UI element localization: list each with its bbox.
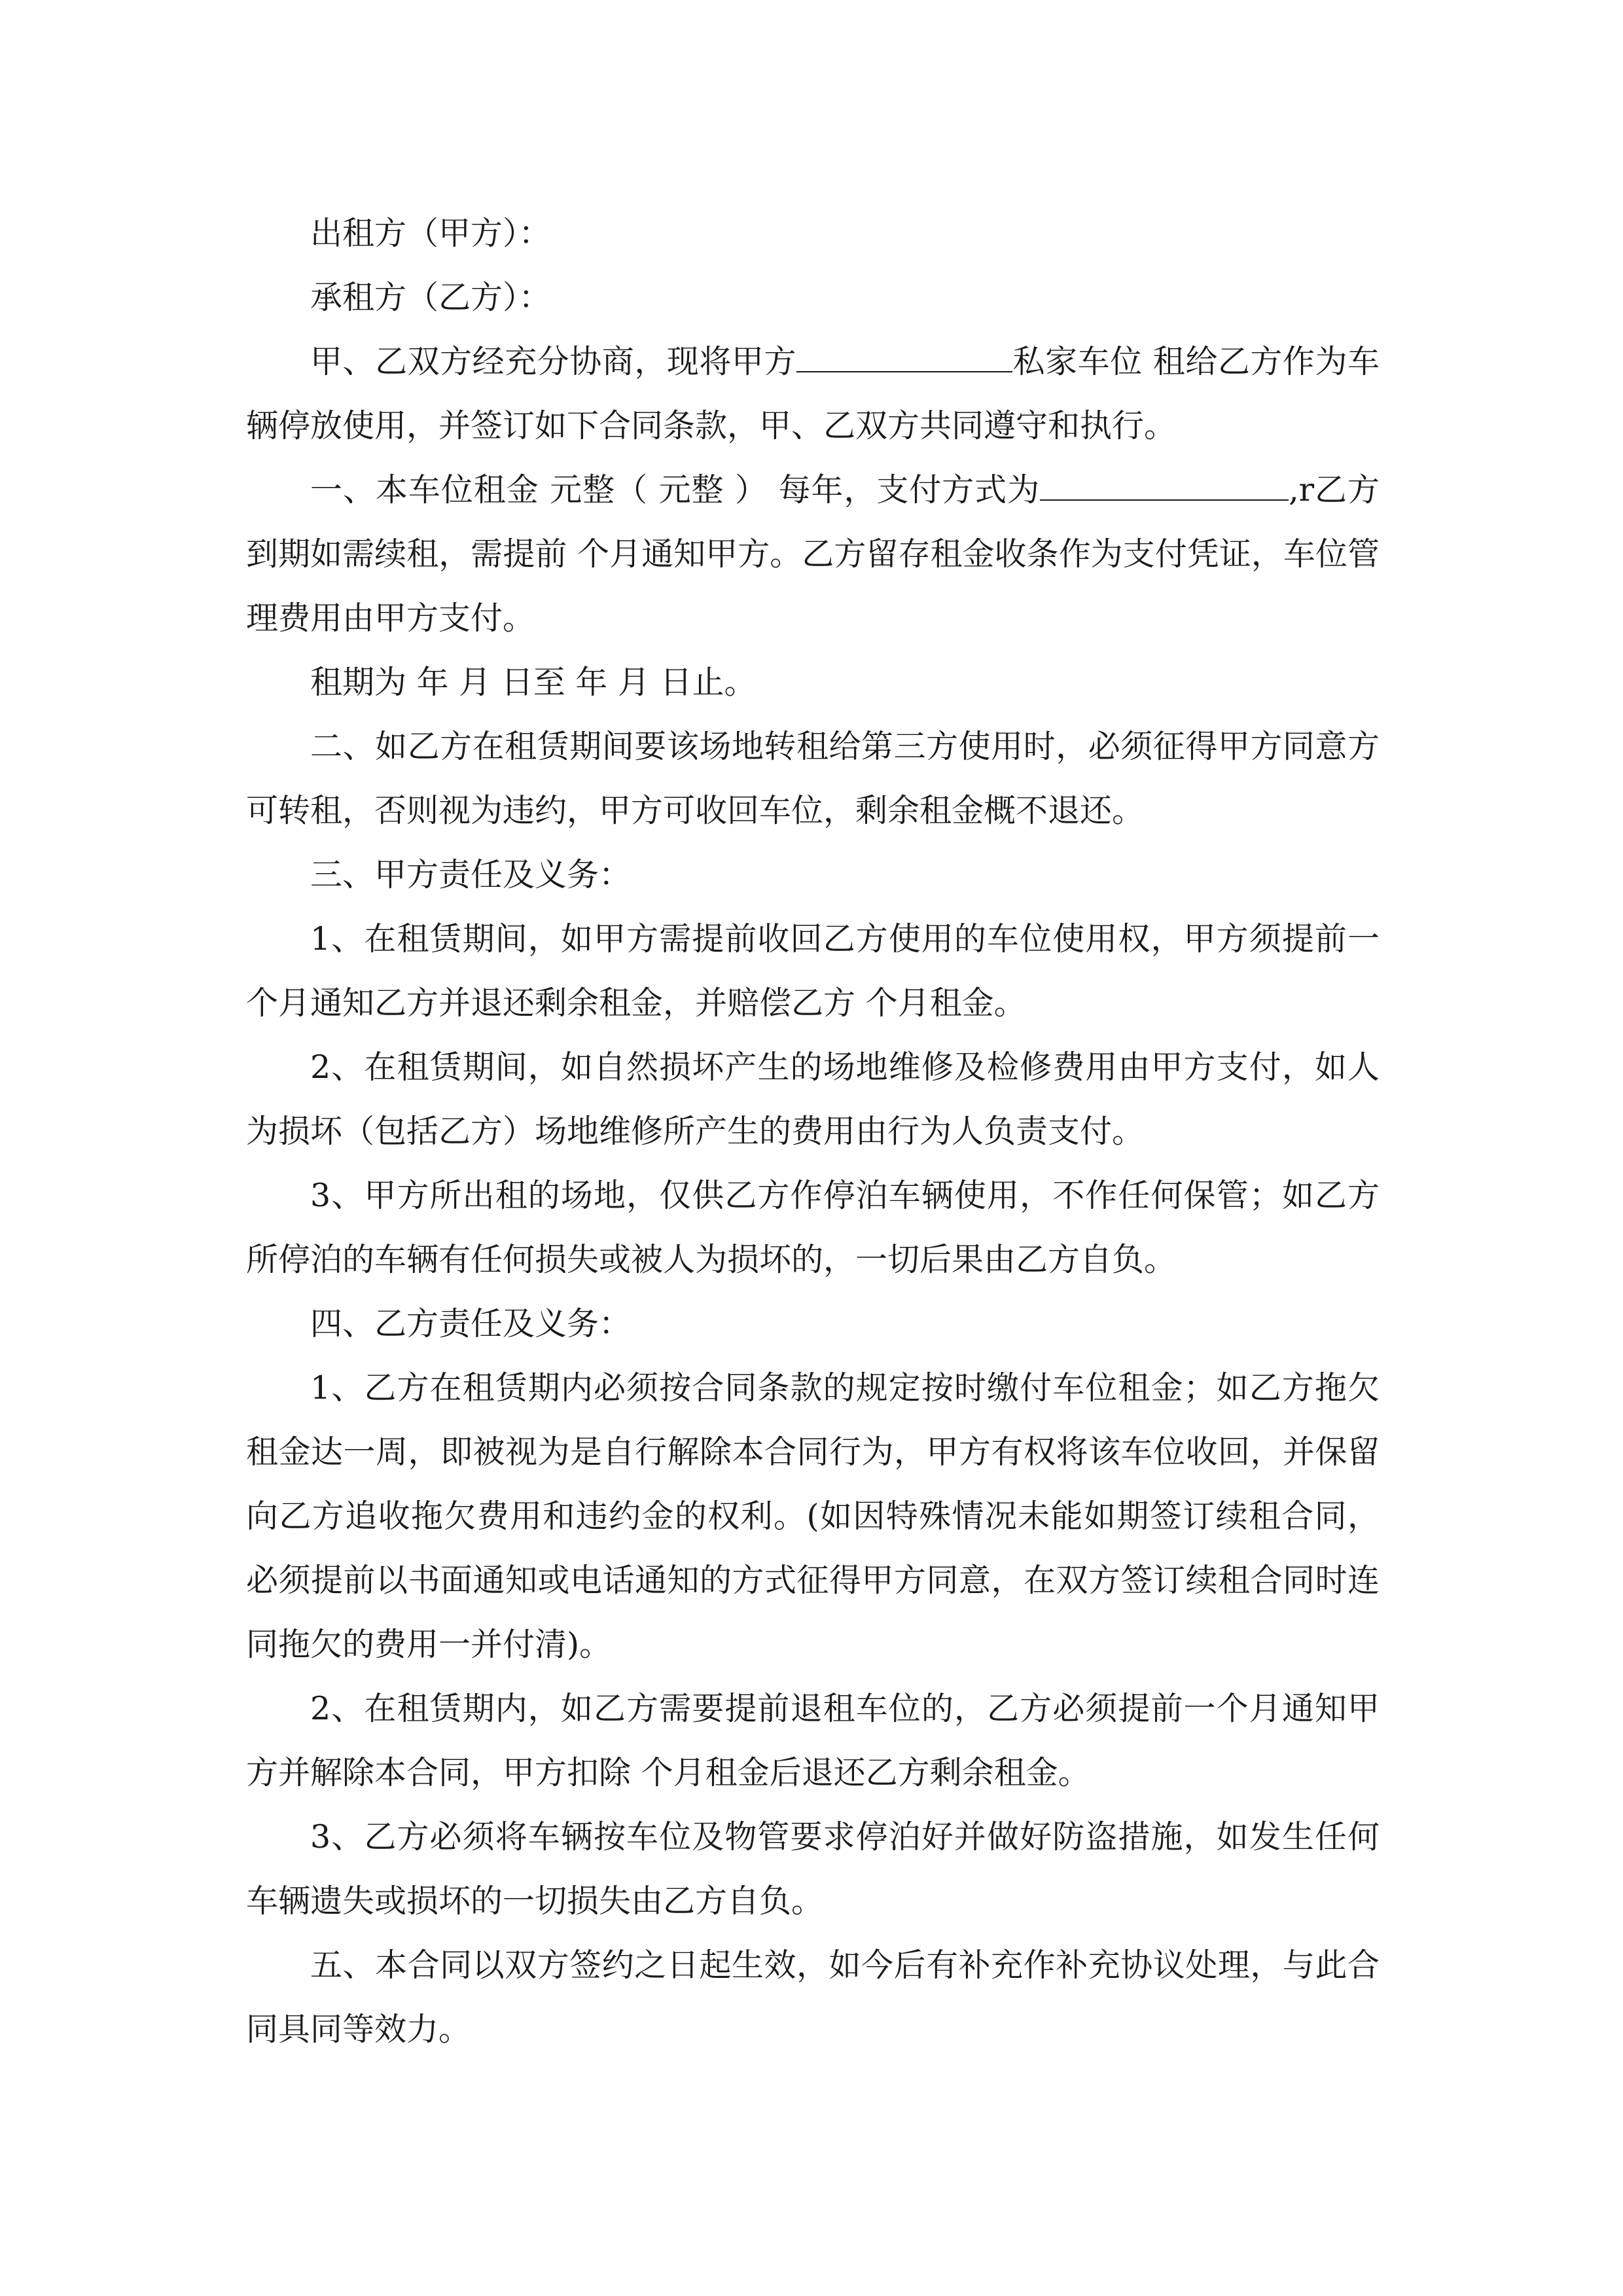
clause-4-item: 2、在租赁期内，如乙方需要提前退租车位的，乙方必须提前一个月通知甲方并解除本合同，甲方扣除 个月租金后退还乙方剩余租金。 <box>246 1690 1380 1791</box>
clause-4-item: 3、乙方必须将车辆按车位及物管要求停泊好并做好防盗措施，如发生任何车辆遗失或损坏的一切损失由乙方自负。 <box>246 1818 1380 1920</box>
lessee-line: 承租方（乙方）： <box>310 279 551 316</box>
clause-4-heading: 四、乙方责任及义务： <box>310 1305 632 1342</box>
clause-1-text-2: ,r乙方到期如需续租，需提前 个月通知甲方。乙方留存租金收条作为支付凭证，车位管理费用由甲方支付。 <box>246 471 1380 637</box>
clause-3-item: 3、甲方所出租的场地，仅供乙方作停泊车辆使用，不作任何保管；如乙方所停泊的车辆有任何损失或被人为损坏的，一切后果由乙方自负。 <box>246 1177 1380 1278</box>
clause-5: 五、本合同以双方签约之日起生效，如今后有补充作补充协议处理，与此合同具同等效力。 <box>246 1946 1380 2048</box>
intro-paragraph <box>246 330 1380 458</box>
contract-body <box>246 202 1380 2062</box>
party-blank <box>796 332 1012 372</box>
clause-3-heading: 三、甲方责任及义务： <box>310 856 632 893</box>
clause-1 <box>246 458 1380 651</box>
clause-1-text-1: 一、本车位租金 元整（ 元整 ） 每年，支付方式为 <box>310 471 1041 509</box>
intro-text-2: 私家车位 租给乙方作为车辆停放使用，并签订如下合同条款，甲、乙双方共同遵守和执行。 <box>246 343 1380 444</box>
clause-3-item: 1、在租赁期间，如甲方需提前收回乙方使用的车位使用权，甲方须提前一个月通知乙方并退还剩余租金，并赔偿乙方 个月租金。 <box>246 920 1380 1022</box>
clause-4-item: 1、乙方在租赁期内必须按合同条款的规定按时缴付车位租金；如乙方拖欠租金达一周，即被视为是自行解除本合同行为，甲方有权将该车位收回，并保留向乙方追收拖欠费用和违约金的权利。(如因特殊情况未能如期签订续租合同，必须提前以书面通知或电话通知的方式征得甲方同意，在双方签订续租合同时连同拖欠的费用一并付清)。 <box>246 1369 1380 1663</box>
lease-term: 租期为 年 月 日至 年 月 日止。 <box>310 664 757 701</box>
clause-2: 二、如乙方在租赁期间要该场地转租给第三方使用时，必须征得甲方同意方可转租，否则视为违约，甲方可收回车位，剩余租金概不退还。 <box>246 728 1380 829</box>
intro-text-1: 甲、乙双方经充分协商，现将甲方 <box>310 343 797 380</box>
payment-method-blank <box>1040 460 1289 501</box>
clause-3-item: 2、在租赁期间，如自然损坏产生的场地维修及检修费用由甲方支付，如人为损坏（包括乙方）场地维修所产生的费用由行为人负责支付。 <box>246 1049 1380 1150</box>
lessor-line: 出租方（甲方）： <box>310 215 551 252</box>
